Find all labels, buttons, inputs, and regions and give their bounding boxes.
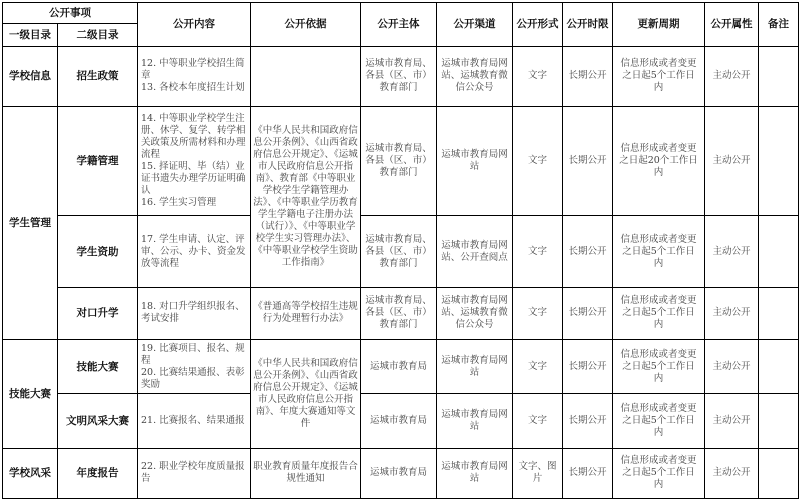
- basis-cell: [251, 46, 361, 106]
- header-attr: 公开属性: [705, 3, 759, 47]
- content-item: 13. 各校本年度招生计划: [141, 82, 245, 94]
- time-cell: 长期公开: [563, 46, 613, 106]
- cycle-cell: 信息形成或者变更之日起5个工作日内: [613, 339, 705, 393]
- subject-cell: 运城市教育局、各县（区、市）教育部门: [361, 106, 437, 216]
- content-cell: [138, 46, 251, 106]
- cycle-cell: 信息形成或者变更之日起5个工作日内: [613, 448, 705, 498]
- content-item: 20. 比赛结果通报、表彰奖励: [141, 366, 245, 390]
- note-cell: [759, 287, 799, 339]
- attr-cell: 主动公开: [705, 106, 759, 216]
- attr-cell: 主动公开: [705, 394, 759, 448]
- time-cell: 长期公开: [563, 287, 613, 339]
- level2-cell: 招生政策: [58, 46, 138, 106]
- note-cell: [759, 394, 799, 448]
- header-note: 备注: [759, 3, 799, 47]
- level1-cell: 技能大赛: [3, 339, 58, 448]
- time-cell: 长期公开: [563, 339, 613, 393]
- content-item: 14. 中等职业学校学生注册、休学、复学、转学相关政策及所需材料和办理流程: [141, 113, 246, 160]
- level2-cell: 学生资助: [58, 216, 138, 287]
- channel-cell: 运城市教育局网站: [437, 106, 513, 216]
- form-cell: 文字: [513, 394, 563, 448]
- table-row: [3, 448, 799, 498]
- level2-cell: 对口升学: [58, 287, 138, 339]
- form-cell: 文字、图片: [513, 448, 563, 498]
- level2-cell: 文明风采大赛: [58, 394, 138, 448]
- channel-cell: 运城市教育局网站、公开查阅点: [437, 216, 513, 287]
- form-cell: 文字: [513, 339, 563, 393]
- form-cell: 文字: [513, 46, 563, 106]
- time-cell: 长期公开: [563, 106, 613, 216]
- content-item: 17. 学生申请、认定、评审、公示、办卡、资金发放等流程: [141, 233, 246, 269]
- content-cell: [138, 394, 251, 448]
- form-cell: 文字: [513, 106, 563, 216]
- header-group: 公开事项: [3, 3, 138, 24]
- content-item: 21. 比赛报名、结果通报: [141, 415, 245, 426]
- cycle-cell: 信息形成或者变更之日起5个工作日内: [613, 46, 705, 106]
- content-item: 22. 职业学校年度质量报告: [141, 461, 245, 485]
- attr-cell: 主动公开: [705, 287, 759, 339]
- disclosure-table: [2, 2, 799, 499]
- basis-cell: 《中华人民共和国政府信息公开条例》、《山西省政府信息公开规定》、《运城市人民政府信息公开指南》、年度大赛通知等文件: [251, 339, 361, 448]
- header-level2: 二级目录: [58, 23, 138, 46]
- header-cycle: 更新周期: [613, 3, 705, 47]
- note-cell: [759, 106, 799, 216]
- subject-cell: 运城市教育局: [361, 448, 437, 498]
- attr-cell: 主动公开: [705, 339, 759, 393]
- channel-cell: 运城市教育局网站: [437, 339, 513, 393]
- table-row: [3, 287, 799, 339]
- content-cell: [138, 287, 251, 339]
- cycle-cell: 信息形成或者变更之日起5个工作日内: [613, 287, 705, 339]
- content-item: 12. 中等职业学校招生简章: [141, 58, 245, 82]
- content-cell: [138, 216, 251, 287]
- header-channel: 公开渠道: [437, 3, 513, 47]
- subject-cell: 运城市教育局、各县（区、市）教育部门: [361, 287, 437, 339]
- note-cell: [759, 339, 799, 393]
- channel-cell: 运城市教育局网站: [437, 394, 513, 448]
- header-level1: 一级目录: [3, 23, 58, 46]
- content-cell: [138, 106, 251, 216]
- cycle-cell: 信息形成或者变更之日起20个工作日内: [613, 106, 705, 216]
- table-row: [3, 216, 799, 287]
- header-row-top: [3, 3, 799, 24]
- content-item: 16. 学生实习管理: [141, 197, 217, 208]
- form-cell: 文字: [513, 216, 563, 287]
- channel-cell: 运城市教育局网站、运城教育微信公众号: [437, 287, 513, 339]
- content-item: 19. 比赛项目、报名、规程: [141, 342, 245, 366]
- basis-cell: 《普通高等学校招生违规行为处理暂行办法》: [251, 287, 361, 339]
- level1-cell: 学生管理: [3, 106, 58, 339]
- subject-cell: 运城市教育局、各县（区、市）教育部门: [361, 46, 437, 106]
- level1-cell: 学校风采: [3, 448, 58, 498]
- cycle-cell: 信息形成或者变更之日起5个工作日内: [613, 216, 705, 287]
- content-item: 18. 对口升学组织报名、考试安排: [141, 301, 245, 325]
- channel-cell: 运城市教育局网站、运城教育微信公众号: [437, 46, 513, 106]
- header-time: 公开时限: [563, 3, 613, 47]
- table-row: [3, 46, 799, 106]
- subject-cell: 运城市教育局: [361, 339, 437, 393]
- header-subject: 公开主体: [361, 3, 437, 47]
- basis-cell: 职业教育质量年度报告合规性通知: [251, 448, 361, 498]
- subject-cell: 运城市教育局: [361, 394, 437, 448]
- note-cell: [759, 46, 799, 106]
- level2-cell: 年度报告: [58, 448, 138, 498]
- channel-cell: 运城市教育局网站: [437, 448, 513, 498]
- cycle-cell: 信息形成或者变更之日起5个工作日内: [613, 394, 705, 448]
- note-cell: [759, 448, 799, 498]
- level1-cell: 学校信息: [3, 46, 58, 106]
- table-row: [3, 339, 799, 393]
- time-cell: 长期公开: [563, 394, 613, 448]
- subject-cell: 运城市教育局、各县（区、市）教育部门: [361, 216, 437, 287]
- header-basis: 公开依据: [251, 3, 361, 47]
- level2-cell: 学籍管理: [58, 106, 138, 216]
- basis-cell: 《中华人民共和国政府信息公开条例》、《山西省政府信息公开规定》、《运城市人民政府信息公开指南》、教育部《中等职业学校学生学籍管理办法》、《中等职业学历教育学生学籍电子注册办法（试行）》、《中等职业学校学生实习管理办法》、《中等职业学校学生资助工作指南》: [251, 106, 361, 287]
- level2-cell: 技能大赛: [58, 339, 138, 393]
- content-cell: [138, 339, 251, 393]
- form-cell: 文字: [513, 287, 563, 339]
- table-row: [3, 106, 799, 216]
- header-content: 公开内容: [138, 3, 251, 47]
- note-cell: [759, 216, 799, 287]
- content-cell: [138, 448, 251, 498]
- header-form: 公开形式: [513, 3, 563, 47]
- time-cell: 长期公开: [563, 448, 613, 498]
- attr-cell: 主动公开: [705, 46, 759, 106]
- attr-cell: 主动公开: [705, 448, 759, 498]
- table-row: [3, 394, 799, 448]
- content-item: 15. 择证明、毕（结）业证书遗失办理学历证明确认: [141, 161, 246, 196]
- attr-cell: 主动公开: [705, 216, 759, 287]
- time-cell: 长期公开: [563, 216, 613, 287]
